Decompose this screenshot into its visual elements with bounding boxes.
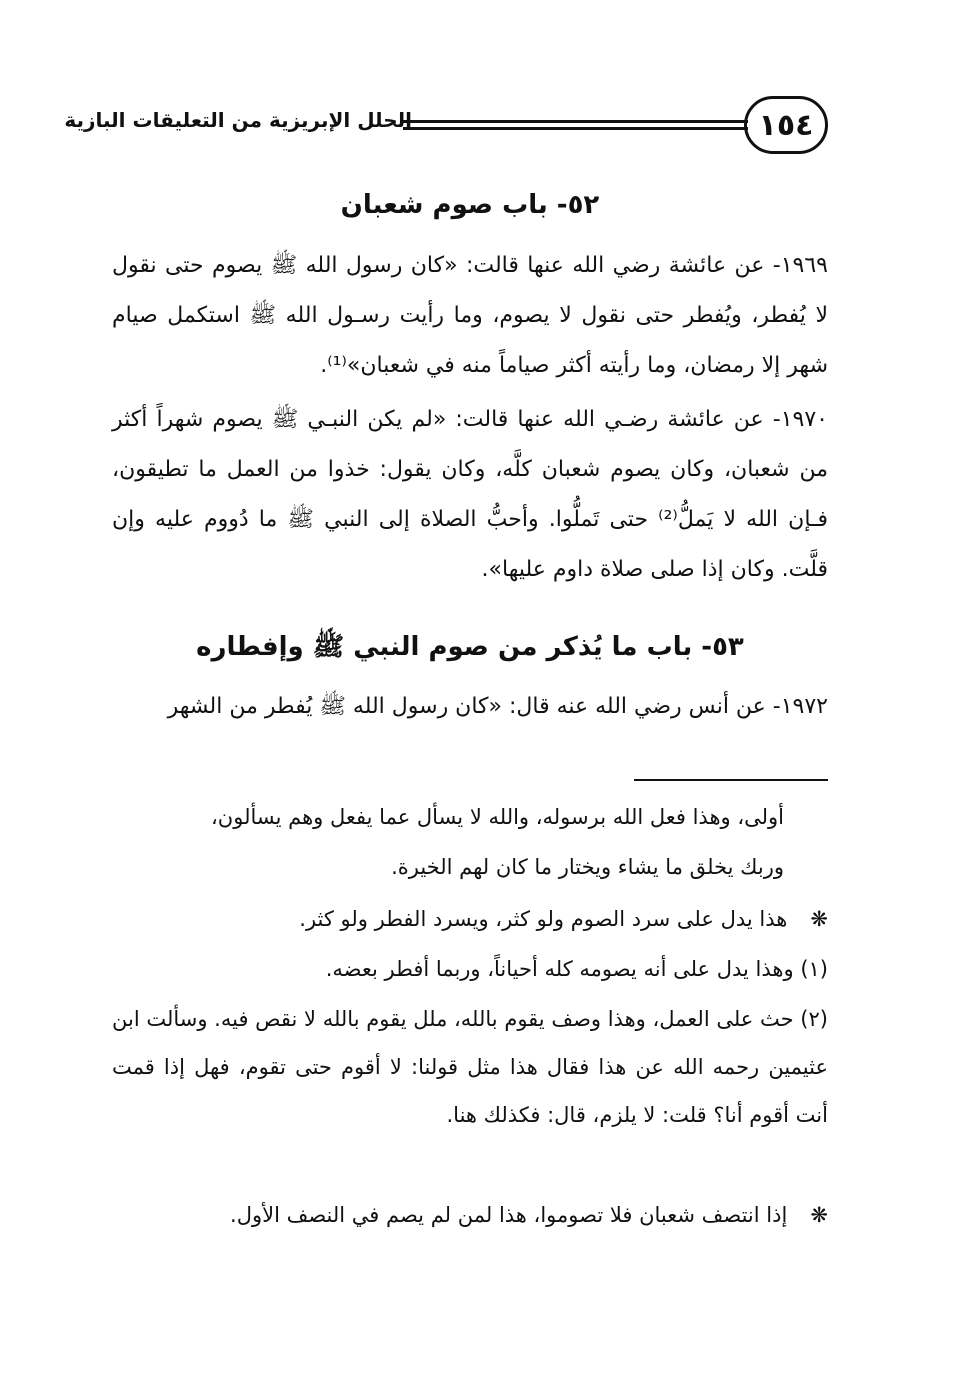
hadith-1972: ١٩٧٢- عن أنس رضي الله عنه قال: «كان رسول الله ﷺ يُفطر من الشهر — [167, 694, 828, 719]
footnotes — [112, 805, 828, 1265]
footnote-1-text: وهذا يدل على أنه يصومه كله أحياناً، وربما أفطر بعضه. — [325, 957, 794, 981]
star-note-2 — [230, 1203, 828, 1227]
footnote-2 — [112, 995, 828, 1139]
running-title: الحلل الإبريزية من التعليقات البازية — [64, 108, 412, 132]
footnote-2-marker: (٢) — [800, 1007, 828, 1031]
footnote-2-text: حث على العمل، وهذا وصف يقوم بالله، ملل يقوم بالله لا نقص فيه. وسألت ابن عثيمين رحمه الله عن هذا فقال هذا مثل قولنا: لا أقوم حتى تقوم، فهل إذا قمت أنت أقوم أنا؟ قلت: لا يلزم، قال: فكذلك هنا. — [112, 1007, 828, 1127]
footnote-separator — [634, 779, 828, 781]
footnote-1 — [326, 957, 828, 981]
star-note-1-text: هذا يدل على سرد الصوم ولو كثر، ويسرد الفطر ولو كثر. — [299, 907, 788, 931]
header-double-rule — [403, 120, 748, 130]
star-icon: ❋ — [810, 907, 828, 931]
footnote-1-marker: (١) — [800, 957, 828, 981]
page-number: ١٥٤ — [758, 107, 814, 143]
chapter-heading-53: ٥٣- باب ما يُذكر من صوم النبي ﷺ وإفطاره — [196, 632, 744, 662]
page-header — [64, 96, 828, 160]
star-icon: ❋ — [810, 1203, 828, 1227]
footnote-continuation-line-2: وربك يخلق ما يشاء ويختار ما كان لهم الخيرة. — [391, 855, 784, 879]
star-note-1 — [299, 907, 828, 931]
footnote-continuation-line-1: أولى، وهذا فعل الله برسوله، والله لا يسأل عما يفعل وهم يسألون، — [211, 805, 784, 829]
chapter-heading-52: ٥٢- باب صوم شعبان — [340, 190, 600, 220]
hadith-1970: ١٩٧٠- عن عائشة رضـي الله عنها قالت: «لم يكن النبـي ﷺ يصوم شهراً أكثر من شعبان، وكان يصوم شعبان كلَّه، وكان يقول: خذوا من العمل ما تطيقون، فـإن الله لا يَملُّ⁽²⁾ حتى تَملُّوا. وأحبُّ الصلاة إلى النبي ﷺ ما دُووم عليه وإن قلَّت. وكان إذا صلى صلاة داوم عليها». — [112, 407, 828, 582]
star-note-2-text: إذا انتصف شعبان فلا تصوموا، هذا لمن لم يصم في النصف الأول. — [230, 1203, 788, 1227]
page-number-badge — [744, 96, 828, 154]
hadith-1969: ١٩٦٩- عن عائشة رضي الله عنها قالت: «كان رسول الله ﷺ يصوم حتى نقول لا يُفطر، ويُفطر حتى نقول لا يصوم، وما رأيت رسـول الله ﷺ استكمل صيام شهر إلا رمضان، وما رأيته أكثر صياماً منه في شعبان»⁽¹⁾. — [112, 253, 828, 378]
